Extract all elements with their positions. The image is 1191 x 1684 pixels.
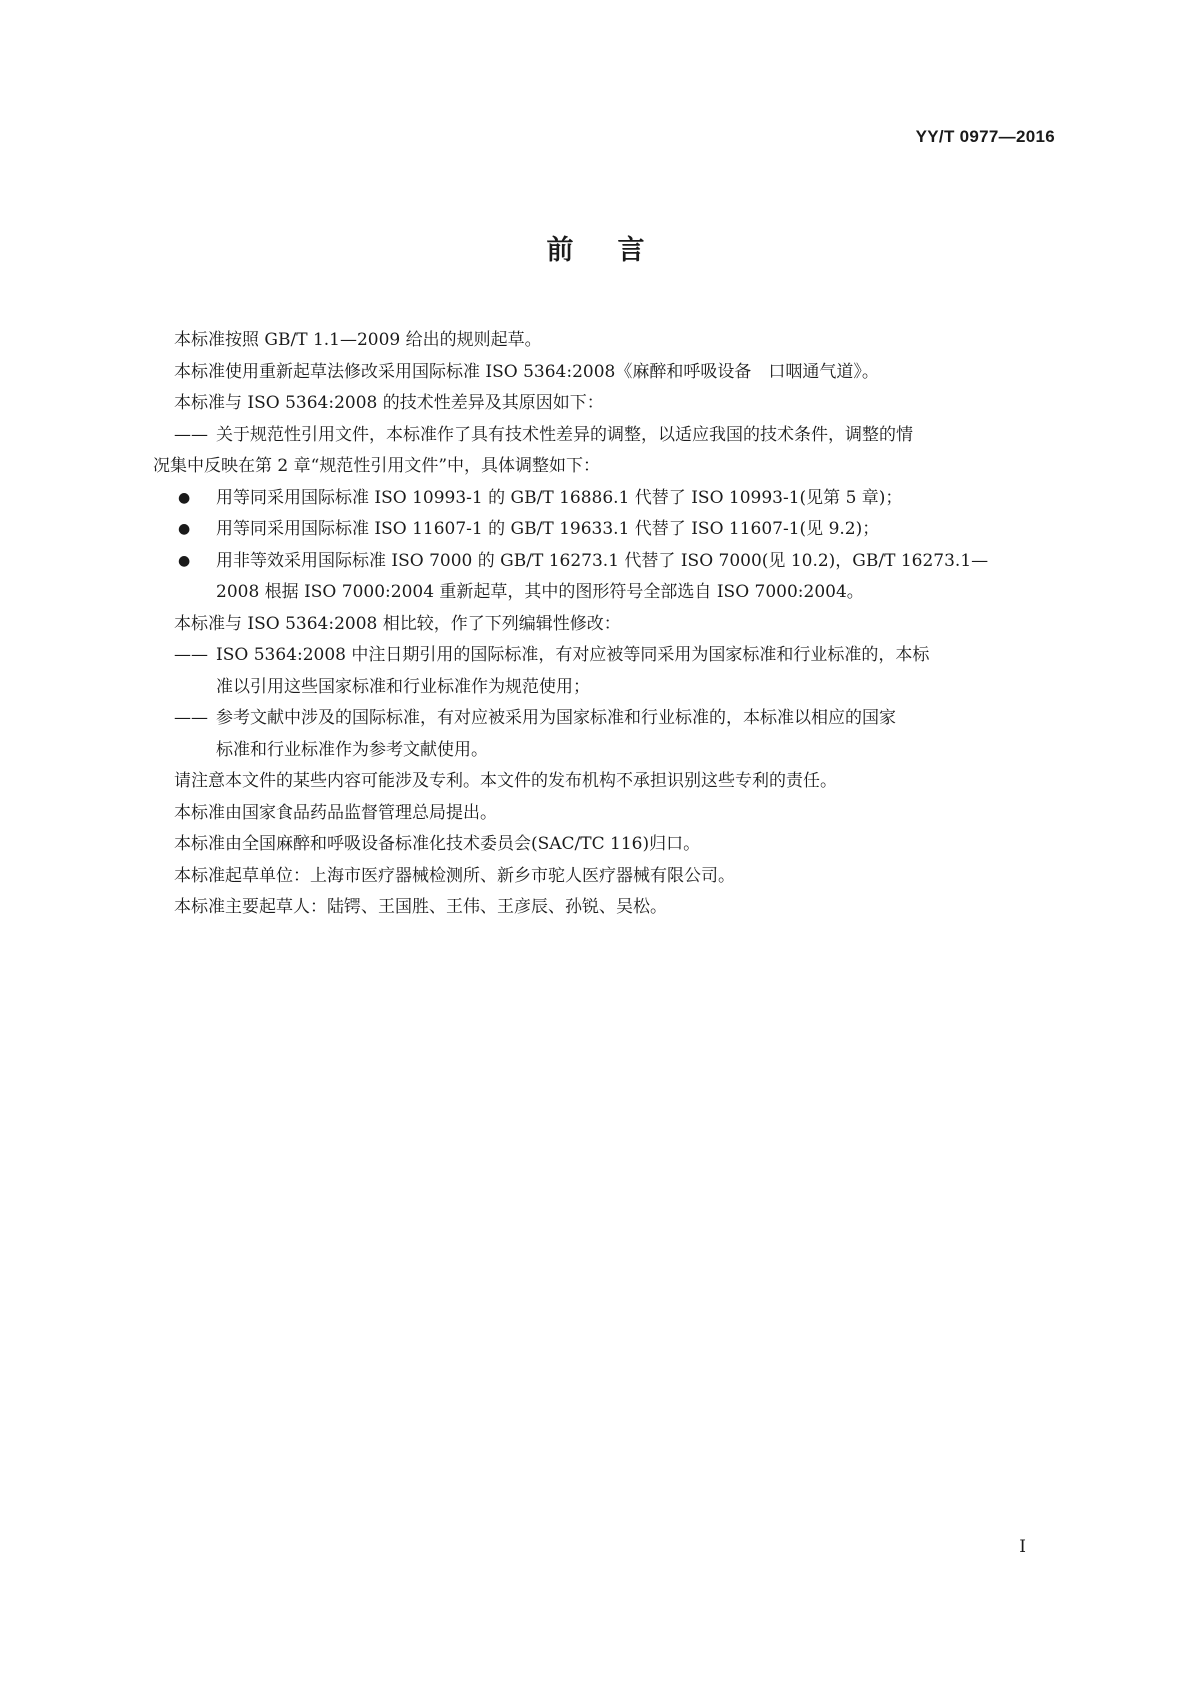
bullet-icon: ● [178,552,191,569]
bullet-item-text: 用非等效采用国际标准 ISO 7000 的 GB/T 16273.1 代替了 ISO 7000(见 10.2)，GB/T 16273.1— [216,550,989,571]
dash-item-text: ISO 5364:2008 中注日期引用的国际标准，有对应被等同采用为国家标准和行业标准的，本标 [216,645,930,665]
dash-marker: —— [174,708,208,728]
dash-item-bibliography [174,703,1064,735]
dash-item-continuation: 准以引用这些国家标准和行业标准作为规范使用； [216,676,590,697]
paragraph-technical-committee: 本标准由全国麻醉和呼吸设备标准化技术委员会(SAC/TC 116)归口。 [174,834,701,854]
bullet-item-iso-10993 [174,483,1064,515]
bullet-item-iso-11607 [174,514,1064,546]
paragraph-drafting-units: 本标准起草单位：上海市医疗器械检测所、新乡市驼人医疗器械有限公司。 [174,865,735,886]
paragraph-technical-differences: 本标准与 ISO 5364:2008 的技术性差异及其原因如下： [174,393,604,413]
bullet-item-text: 用等同采用国际标准 ISO 10993-1 的 GB/T 16886.1 代替了 ISO 10993-1(见第 5 章)； [216,487,903,508]
page-title: 前言 [546,235,689,266]
dash-marker: —— [174,645,208,665]
bullet-icon: ● [178,489,191,506]
bullet-item-continuation: 2008 根据 ISO 7000:2004 重新起草，其中的图形符号全部选自 ISO 7000:2004。 [216,582,864,602]
dash-marker: —— [174,424,208,445]
document-body [153,325,1064,924]
dash-item-continuation: 况集中反映在第 2 章“规范性引用文件”中，具体调整如下： [153,456,601,476]
dash-item-continuation: 标准和行业标准作为参考文献使用。 [216,739,488,760]
page-number: I [1019,1537,1026,1557]
dash-item-normative-references [174,420,1064,452]
paragraph-main-drafters: 本标准主要起草人：陆锷、王国胜、王伟、王彦辰、孙锐、吴松。 [174,897,667,917]
paragraph-proposed-by: 本标准由国家食品药品监督管理总局提出。 [174,802,497,823]
dash-item-dated-references [174,640,1064,672]
standard-code: YY/T 0977—2016 [915,127,1055,146]
bullet-item-text: 用等同采用国际标准 ISO 11607-1 的 GB/T 19633.1 代替了 ISO 11607-1(见 9.2)； [216,519,880,539]
paragraph-adoption-method: 本标准使用重新起草法修改采用国际标准 ISO 5364:2008《麻醉和呼吸设备 口咽通气道》。 [174,361,879,382]
paragraph-editorial-changes: 本标准与 ISO 5364:2008 相比较，作了下列编辑性修改： [174,613,621,634]
bullet-item-iso-7000 [174,546,1064,578]
dash-item-text: 参考文献中涉及的国际标准，有对应被采用为国家标准和行业标准的，本标准以相应的国家 [216,708,896,728]
dash-item-text: 关于规范性引用文件，本标准作了具有技术性差异的调整，以适应我国的技术条件，调整的情 [216,424,913,445]
paragraph-patent-notice: 请注意本文件的某些内容可能涉及专利。本文件的发布机构不承担识别这些专利的责任。 [174,771,837,791]
bullet-icon: ● [178,521,191,537]
paragraph-drafting-rules: 本标准按照 GB/T 1.1—2009 给出的规则起草。 [174,330,542,350]
